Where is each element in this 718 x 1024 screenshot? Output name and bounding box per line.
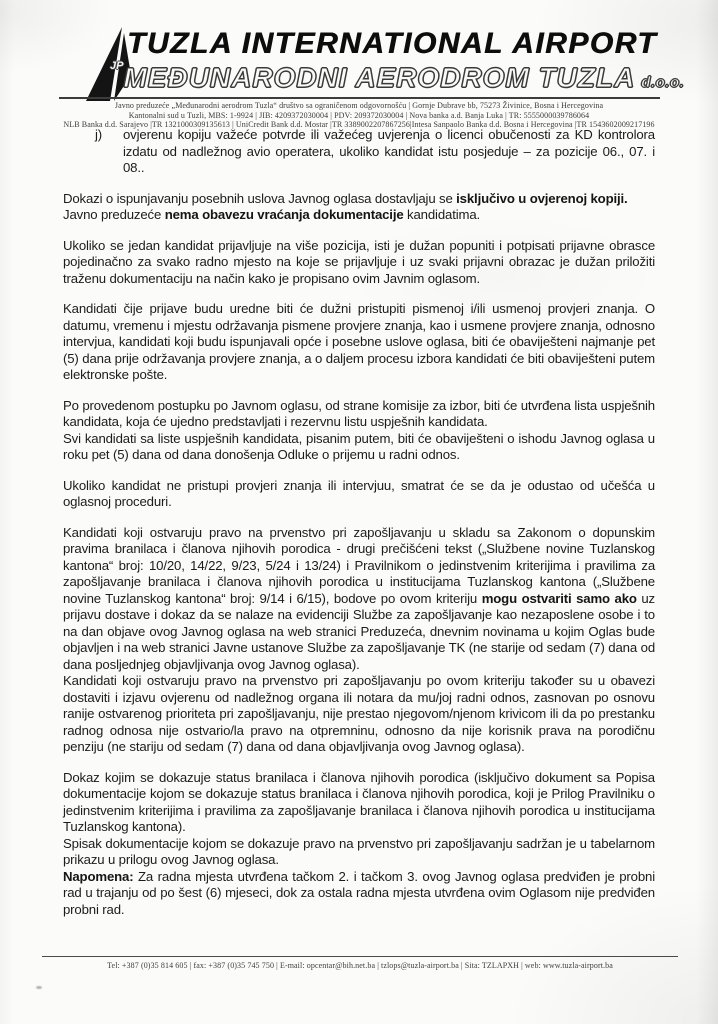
block-text: Kandidati čije prijave budu uredne biti će dužni pristupiti pismenoj i/ili usmenoj provjeri znanja. O datumu, vremenu i mjestu održavanja pismene provjere znanja, kao i usmene provjere znanja, odnosno intervjua, kandidati koji budu ispunjavali opće i posebne uslove oglasa, biti će obaviješteni najmanje pet (5) dana prije održavanja provjere znanja, a o daljem procesu izbora kandidati će biti obaviješteni putem elektronske pošte. — [63, 301, 655, 382]
paragraph — [63, 127, 655, 177]
list-marker: j) — [95, 127, 103, 142]
document-body — [63, 127, 655, 932]
company-info-line-1: Javno preduzeće „Međunarodni aerodrom Tuzla“ društvo sa ograničenom odgovornošću | Gornje Dubrave bb, 75273 Živinice, Bosna i Hercegovina — [114, 101, 604, 110]
footer — [42, 956, 678, 970]
header — [0, 0, 718, 130]
block-text: ovjerenu kopiju važeće potvrde ili važećeg uvjerenja o licenci obučenosti za KD kontrolora izdatu od nadležnog avio operatera, ukoliko kandidat istu posjeduje – za pozicije 06., 07. i 08.. — [123, 127, 655, 175]
company-info-line-3: NLB Banka d.d. Sarajevo |TR 1321000309135613 | UniCredit Bank d.d. Mostar |TR 3389002207867256|Intesa Sanpaolo Banka d.d. Bosna i Hercegovina |TR 1543602009217196 — [63, 120, 655, 130]
block-text: Kandidati koji ostvaruju pravo na prvenstvo pri zapošljavanju u skladu sa Zakonom o dopunskim pravima branilaca i članova njihovih porodica - drugi prečišćeni tekst („Službene novine Tuzlanskog kantona“ broj: 10/20, 14/22, 9/23, 5/24 i 13/24) i Pravilnikom o jedinstvenim kriterijima i pravilima za zapošljavanje branilaca i članova njihovih porodica u institucijama Tuzlanskog kantona („Službene novine Tuzlanskog kantona“ broj: 9/14 i 6/15), bodove po ovom kriteriju mogu ostvariti samo ako uz prijavu dostave i dokaz da se nalaze na evidenciji Službe za zapošljavanje kao nezaposlene osobe i to na dan objave ovog Javnog oglasa na web stranici Preduzeća, dnevnim novinama u kojim Oglas bude objavljen i na web stranici Javne ustanove Službe za zapošljavanje TK (ne starije od sedam (7) dana od dana posljednjeg objavljivanja ovog Javnog oglasa). Kandidati koji ostvaruju pravo na prvenstvo pri zapošljavanju po ovom kriteriju također su u obavezi dostaviti i izjavu ovjerenu od nadležnog organa ili notara da mu/joj radni odnos, zasnovan po osnovu ranije ostvarenog prioriteta pri zapošljavanju, nije prestao njegovom/njenom krivicom ili da po prestanku radnog odnosa nije ostvario/la pravo na otpremninu, odnosno da nije korisnik prava na porodičnu penziju (ne stariju od sedam (7) dana od dana objavljivanja ovog Javnog oglasa). — [63, 524, 655, 754]
block-text: Ukoliko kandidat ne pristupi provjeri znanja ili intervjuu, smatrat će se da je odustao od učešća u oglasnoj proceduri. — [63, 477, 655, 509]
footer-contact-line: Tel: +387 (0)35 814 605 | fax: +387 (0)35 745 750 | E-mail: opcentar@bih.net.ba | tzlops@tuzla-airport.ba | Sita: TZLAPXH | web: www.tuzla-airport.ba — [107, 961, 613, 970]
paragraph — [63, 238, 655, 288]
paragraph — [63, 398, 655, 464]
block-text: Po provedenom postupku po Javnom oglasu, od strane komisije za izbor, biti će utvrđena lista uspješnih kandidata, koja će ujedno predstavljati i rezervnu listu uspješnih kandidata. Svi kandidati sa liste uspješnih kandidata, pisanim putem, biti će obaviješteni o ishodu Javnog oglasa u roku pet (5) dana od dana donošenja Odluke o prijemu u radni odnos. — [63, 397, 655, 462]
scan-speck — [36, 986, 42, 989]
header-divider — [59, 97, 660, 99]
paragraph — [63, 478, 655, 511]
paragraph — [63, 191, 655, 224]
company-info — [0, 101, 718, 130]
airport-title: TUZLA INTERNATIONAL AIRPORT — [127, 27, 657, 60]
paragraph — [63, 301, 655, 384]
company-title — [110, 60, 684, 94]
paragraph — [63, 770, 655, 919]
block-text: Dokazi o ispunjavanju posebnih uslova Javnog oglasa dostavljaju se isključivo u ovjerenoj kopiji. Javno preduzeće nema obavezu vraćanja dokumentacije kandidatima. — [63, 190, 628, 222]
company-info-line-2: Kantonalni sud u Tuzli, MBS: 1-9924 | JIB: 4209372030004 | PDV: 209372030004 | Nova banka a.d. Banja Luka | TR: 5555000039786064 — [128, 110, 590, 120]
company-name: MEĐUNARODNI AERODROM TUZLA — [123, 62, 636, 93]
paragraph — [63, 525, 655, 756]
block-text: Dokaz kojim se dokazuje status branilaca i članova njihovih porodica (isključivo dokument sa Popisa dokumentacije kojom se dokazuje status branilaca i članova njihovih porodica, koji je Prilog Pravilniku o jedinstvenim kriterijima i pravilima za zapošljavanje branilaca i članova njihovih porodica u institucijama Tuzlanskog kantona). Spisak dokumentacije kojom se dokazuje pravo na prvenstvo pri zapošljavanju sadržan je u tabelarnom prikazu u prilogu ovog Javnog oglasa. Napomena: Za radna mjesta utvrđena tačkom 2. i tačkom 3. ovog Javnog oglasa predviđen je probni rad u trajanju od po šest (6) mjeseci, dok za ostala radna mjesta utvrđena ovim Oglasom nije predviđen probni rad. — [63, 769, 655, 917]
company-suffix: d.o.o. — [641, 74, 685, 91]
company-prefix: JP — [110, 60, 124, 72]
block-text: Ukoliko se jedan kandidat prijavljuje na više pozicija, isti je dužan popuniti i potpisati prijavne obrasce pojedinačno za svako radno mjesto na koje se prijavljuje i uz svaki prijavni obrazac je dužan priložiti traženu dokumentaciju na način kako je propisano ovim Javnim oglasom. — [63, 237, 655, 286]
